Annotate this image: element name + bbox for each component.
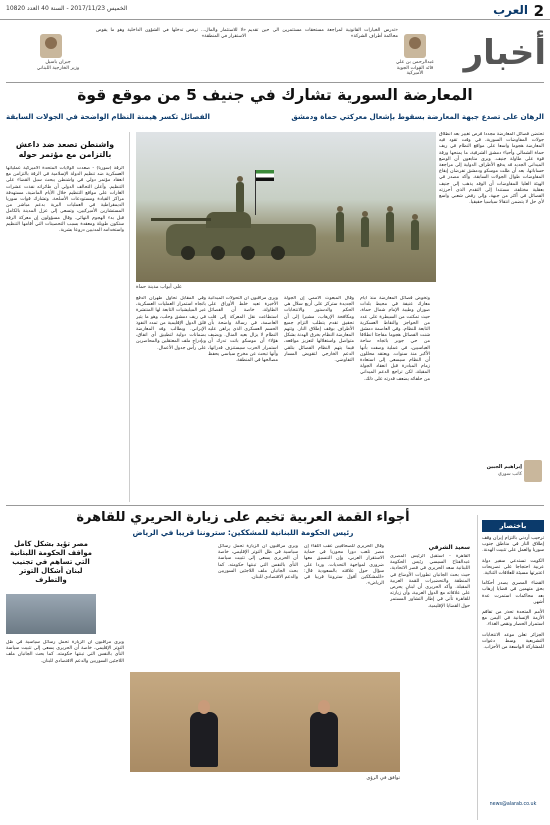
issue-info: الخميس 2017/11/23 - السنة 40 العدد 10820 (6, 5, 128, 12)
brief-item: ترحيب أردني بالتزام إيران وقف إطلاق النار في مناطق جنوب سوريا والعمل على تثبيت الهدنة. (482, 536, 544, 554)
section-label: أخبار (463, 33, 546, 73)
person-figure (310, 712, 338, 767)
soldier-figure (386, 212, 394, 242)
article2-subhead: رئيس الحكومة اللبنانية للمشككين: ستروننا قريبا في الرياض (132, 528, 354, 537)
reporter-photo (524, 460, 542, 482)
person-right-photo (404, 34, 426, 58)
soldier-figure (411, 220, 419, 250)
divider (6, 505, 544, 506)
divider (6, 82, 544, 83)
article2-col4: ويرى مراقبون أن الزيارة تحمل رسائل سياسية في ظل التوتر الإقليمي، خاصة أن الحريري يسعى إلى تثبيت سياسة النأي بالنفس التي تبنتها حكومته. كما بحث الجانبان ملف اللاجئين السوريين والدعم الاقتصادي للبنان. (6, 640, 124, 664)
article2-pullquote: مصر تؤيد بشكل كامل مواقف الحكومة اللبنانية التي تساهم في تجنيب لبنان أشكال التوتر والتطرف (10, 540, 92, 584)
article1-col1: تحتضن فصائل المعارضة مجددا فرص تغيير بعد انطلاق جولات المفاوضات السورية، في وقت تقود فيه المعارضة هجوما واسعا على مواقع النظام في ريف حماة الشمالي وأحياء دمشق الشرقية، ما يمنحها ورقة قوة على طاولة جنيف. ويرى متابعون أن الوضع الميداني الجديد قد يدفع الأطراف الدولية إلى مراجعة حساباتها، بعد أن ظلت موسكو ودمشق تفرضان إيقاع المفاوضات طوال الجولات السابقة. وأكد مصدر في الهيئة العليا للمفاوضات أن الوفد يذهب إلى جنيف بعقلية مختلفة، مستندا إلى التقدم الذي أحرزته الفصائل في أكثر من جبهة، وإلى رفض شعبي واسع لأي حل لا يتضمن انتقالا سياسيا حقيقيا. (439, 132, 544, 206)
brief-item: الجزائر تعلن موعد الانتخابات التشريعية وسط دعوات للمشاركة الواسعة من الأحزاب. (482, 632, 544, 651)
article1-photo-caption: على أبواب مدينة حماة (136, 284, 183, 290)
person-figure (190, 712, 218, 767)
article1-subhead-right: الرهان على تصدع جبهة المعارضة بسقوط بإشعال معركتي حماة ودمشق (291, 112, 544, 121)
person-face (318, 700, 330, 714)
article1-col2: وتخوض فصائل المعارضة منذ أيام معارك عنيفة في محيط بلدات صوران وطيبة الإمام شمال حماة، حيث تمكنت من السيطرة على عدد من الحواجز والنقاط العسكرية التابعة للنظام. وفي العاصمة دمشق شنت الفصائل هجوما مفاجئا انطلاقا من حي جوبر باتجاه ساحة العباسيين، في عملية وصفت بأنها الأكبر منذ سنوات. ويعتقد محللون أن النظام سيسعى إلى استعادة زمام المبادرة قبل انعقاد الجولة المقبلة، لكن تراجع الدعم الميداني من حلفائه يضعف قدرته على ذلك. (360, 296, 430, 382)
vehicle-wheel (271, 246, 285, 260)
vehicle-gun (151, 218, 211, 221)
sidebar-article-body: الرقة (سوريا) - صعدت الولايات المتحدة الأميركية عملياتها العسكرية ضد تنظيم الدولة الإسلامية في الرقة بالتزامن مع انعقاد مؤتمر دولي في واشنطن يبحث سبل القضاء على التنظيم. وأعلن التحالف الدولي أن طائراته نفذت عشرات الغارات على مواقع التنظيم خلال الأيام الماضية، مستهدفة مراكز القيادة ومستودعات الأسلحة. وتشارك قوات سوريا الديمقراطية في العمليات البرية بدعم مباشر من المستشارين الأميركيين، وتسعى إلى عزل المدينة بالكامل قبل بدء الهجوم النهائي. وقال مسؤولون إن معركة الرقة ستكون طويلة ومعقدة بسبب التحصينات التي أقامها التنظيم واستخدامه المدنيين دروعا بشرية. (6, 166, 124, 234)
article2-headline: أجواء القمة العربية تخيم على زيارة الحريري للقاهرة (76, 510, 410, 525)
briefs-tab: باختصار (482, 520, 544, 532)
article2-col3: ويرى مراقبون أن الزيارة تحمل رسائل سياسية في ظل التوتر الإقليمي، خاصة أن الحريري يسعى إلى تثبيت سياسة النأي بالنفس التي تبنتها حكومته. كما بحث الجانبان ملف اللاجئين السوريين والدعم الاقتصادي للبنان. (218, 544, 298, 581)
article2-photo (130, 672, 400, 772)
article2-col2: وقال الحريري للصحافيين عقب اللقاء إن مصر تلعب دورا محوريا في حماية الاستقرار العربي، وإن التنسيق معها ضروري لمواجهة التحديات. وردا على سؤال حول علاقته بالسعودية قال: «للمشككين أقول ستروننا قريبا في الرياض». (304, 544, 384, 587)
article2-photo-caption: توافق في الرؤى (366, 775, 400, 781)
column-rule (477, 515, 478, 820)
reporter-name: إبراهيم الجبين (486, 464, 522, 470)
vehicle-wheel (241, 246, 255, 260)
article1-col4: ويرى مراقبون أن التحولات الميدانية الأخيرة تعيد خلط الأوراق على الطاولة، خاصة أن الفصائل استطاعت نقل المعركة إلى قلب العاصمة، في رسالة واضحة بأن الحسم العسكري الذي يراهن عليه النظام لا يزال بعيد المنال. ويضيف هؤلاء أن موسكو باتت تدرك أن استمرار الحرب سيستنزف قدراتها، وأنها تبحث عن مخرج سياسي يحفظ مصالحها في المنطقة. (208, 296, 278, 364)
soldier-figure (236, 182, 244, 212)
vehicle-wheel (211, 246, 225, 260)
article2-col1: القاهرة - استقبل الرئيس المصري عبدالفتاح السيسي رئيس الحكومة اللبنانية سعد الحريري في قصر الاتحادية، حيث بحث الجانبان تطورات الأوضاع في المنطقة والتحضيرات للقمة العربية المقبلة. وأكد الحريري أن لبنان يحرص على علاقاته مع الدول العربية، وأن زيارته للقاهرة تأتي في إطار التشاور المستمر حول القضايا الإقليمية. (390, 554, 470, 609)
soldier-figure (361, 217, 369, 247)
person-left-role: وزير الخارجية اللبناني (36, 66, 80, 71)
person-left-name: جبران باسيل (45, 60, 71, 65)
quote-right: «تدرس الخيارات القانونية لمراجعة مستحقات مستثمرين الى حين تقديم محاكمة أطراف الشركة» (248, 28, 398, 39)
brief-item: القضاء المصري يصدر أحكاما بحق متهمين في قضايا إرهاب بعد محاكمات استمرت عدة أشهر. (482, 581, 544, 605)
person-right-role: قائد القوات الجوية الأميركية (396, 66, 434, 76)
article1-subhead-left: الفصائل تكسر هيمنة النظام الواضحة في الجولات السابقة (6, 112, 210, 121)
article2-byline: سعيد الشرقي (428, 544, 470, 551)
column-rule (129, 132, 130, 502)
article1-col5: وفي المقابل تحاول طهران الدفع باتجاه استمرار العمليات العسكرية، عبر الميليشيات التابعة لها المنتشرة في ريف دمشق وحلب، وهو ما يثير قلق الدول الإقليمية من تمدد النفوذ الإيراني. ويطالب وفد المعارضة بضمانات دولية لتطبيق أي اتفاق، وبإدراج ملف المعتقلين والمحاصرين على رأس جدول الأعمال. (136, 296, 206, 351)
article1-subheads (6, 112, 544, 126)
briefs-list (482, 536, 544, 655)
article1-photo (136, 132, 436, 282)
reporter-box (484, 460, 544, 500)
reporter-role: كاتب سوري (498, 472, 522, 477)
person-right-name: عبدالرحمن بن علي (395, 60, 435, 65)
masthead-logo: العرب (493, 3, 528, 17)
sidebar-article-title: واشنطن تصعد ضد داعش بالتزامن مع مؤتمر حوله (15, 140, 115, 159)
article1-col3: وقال المبعوث الأممي إن الجولة الجديدة ستركز على أربع سلال هي الحكم والدستور والانتخابات ومكافحة الإرهاب، مشيرا إلى أن تحقيق تقدم يتطلب التزام جميع الأطراف بوقف إطلاق النار. وتتهم المعارضة النظام بخرق الهدنة بشكل متواصل واستغلالها لتعزيز مواقعه، فيما يتهم النظام الفصائل بتلقي الدعم الخارجي لتقويض المسار التفاوضي. (284, 296, 354, 364)
page-header (0, 0, 550, 20)
person-face (198, 700, 210, 714)
brief-item: الكويت تستدعي سفير دولة عربية احتجاجا على تصريحات اعتبرتها مسيئة للعلاقات الثنائية. (482, 558, 544, 577)
section-tab (463, 24, 546, 82)
vehicle-wheel (181, 246, 195, 260)
person-left-photo (40, 34, 62, 58)
brief-item: الأمم المتحدة تحذر من تفاقم الأزمة الإنسانية في اليمن مع استمرار الحصار ونقص الغذاء. (482, 610, 544, 628)
vehicle-turret (206, 212, 251, 228)
contact-email[interactable]: news@alarab.co.uk (489, 802, 537, 807)
soldier-figure (336, 212, 344, 242)
article2-small-photo (6, 594, 96, 634)
quote-left: «لا للاستثمار والمال... نرفض تدخلها في الشؤون الداخلية وهو ما يقوض الاستقرار في المنطقة» (96, 28, 246, 39)
article1-headline: المعارضة السورية تشارك في جنيف 5 من موقع قوة (77, 86, 473, 104)
flag (256, 170, 274, 181)
page-number: 2 (533, 2, 544, 20)
